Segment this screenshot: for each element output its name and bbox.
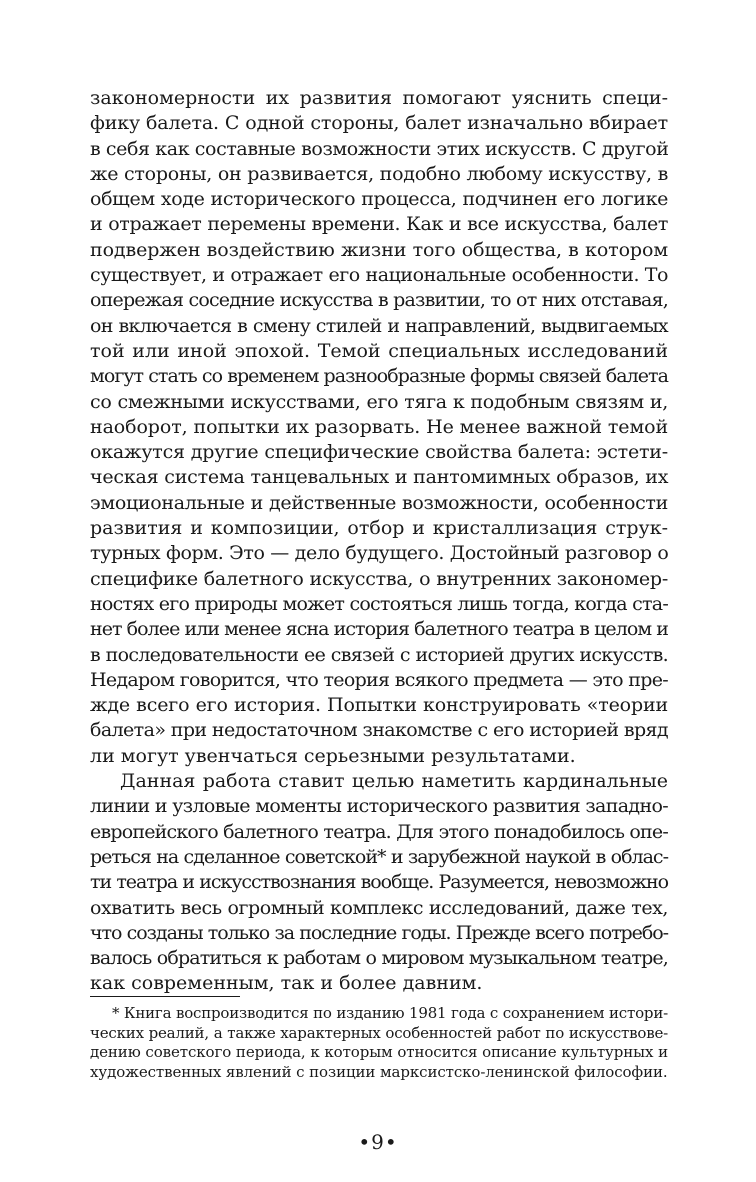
text-line: Данная работа ставит целью наметить кардинальные (120, 770, 668, 793)
text-line: ческая система танцевальных и пантомимных образов, их (90, 466, 669, 489)
text-line: нет более или менее ясна история балетного театра в целом и (90, 618, 668, 641)
text-line: что созданы только за последние годы. Прежде всего потребо- (90, 921, 668, 944)
footnote (90, 1004, 668, 1082)
text-line: охватить весь огромный комплекс исследований, даже тех, (90, 896, 668, 919)
text-line: ли могут увенчаться серьезными результатами. (90, 744, 576, 767)
text-line: специфике балетного искусства, о внутренних закономер- (90, 567, 668, 590)
footnote-line: * Книга воспроизводится по изданию 1981 года с сохранением истори- (112, 1004, 668, 1022)
text-line: как современным, так и более давним. (90, 972, 483, 995)
footnote-divider (90, 996, 240, 997)
text-line: Недаром говорится, что теория всякого предмета — это пре- (90, 668, 668, 691)
text-line: существует, и отражает его национальные особенности. То (90, 264, 668, 287)
text-line: опережая соседние искусства в развитии, то от них отставая, (90, 289, 668, 312)
text-line: ти театра и искусствознания вообще. Разумеется, невозможно (90, 871, 668, 894)
text-line: подвержен воздействию жизни того общества, в котором (90, 238, 668, 261)
text-line: окажутся другие специфические свойства балета: эстети- (90, 441, 668, 464)
text-line: линии и узловые моменты исторического развития западно- (90, 795, 669, 818)
text-line: ностях его природы может состояться лишь тогда, когда ста- (90, 592, 668, 615)
text-line: он включается в смену стилей и направлений, выдвигаемых (90, 314, 668, 337)
text-line: развития и композиции, отбор и кристаллизация струк- (90, 517, 668, 540)
text-line: валось обратиться к работам о мировом музыкальном театре, (90, 947, 668, 970)
text-line: же стороны, он развивается, подобно любому искусству, в (90, 162, 669, 185)
text-line: наоборот, попытки их разорвать. Не менее важной темой (90, 415, 669, 438)
text-line: общем ходе исторического процесса, подчинен его логике (90, 188, 668, 211)
text-line: балета» при недостаточном знакомстве с его историей вряд (90, 719, 668, 742)
text-line: реться на сделанное советской* и зарубежной наукой в облас- (90, 845, 668, 868)
main-text (90, 86, 668, 997)
text-line: в последовательности ее связей с историей других искусств. (90, 643, 668, 666)
text-line: европейского балетного театра. Для этого понадобилось опе- (90, 820, 668, 843)
text-line: той или иной эпохой. Темой специальных исследований (90, 339, 668, 362)
text-line: со смежными искусствами, его тяга к подобным связям и, (90, 390, 668, 413)
text-line: закономерности их развития помогают уяснить специ- (90, 87, 668, 109)
text-line: в себя как составные возможности этих искусств. С другой (90, 137, 669, 160)
text-line: могут стать со временем разнообразные формы связей балета (90, 365, 668, 388)
page-number: •9• (358, 1130, 398, 1154)
footnote-line: художественных явлений с позиции марксистско-ленинской философии. (90, 1062, 668, 1081)
text-line: фику балета. С одной стороны, балет изначально вбирает (90, 112, 668, 135)
text-line: и отражает перемены времени. Как и все искусства, балет (90, 213, 668, 236)
text-line: жде всего его история. Попытки конструировать «теории (90, 694, 668, 717)
text-line: эмоциональные и действенные возможности, особенности (90, 491, 668, 514)
footnote-line: дению советского периода, к которым относится описание культурных и (90, 1043, 668, 1062)
text-line: турных форм. Это — дело будущего. Достойный разговор о (90, 542, 669, 565)
footnote-line: ческих реалий, а также характерных особенностей работ по искусствове- (90, 1023, 668, 1042)
